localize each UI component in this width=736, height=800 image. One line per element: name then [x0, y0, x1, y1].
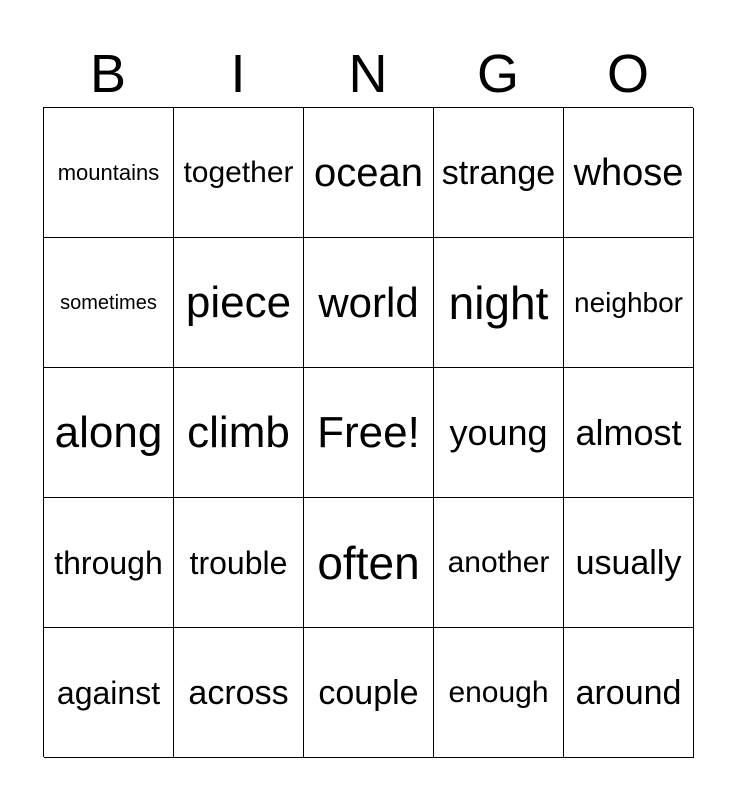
header-letter-b: B — [89, 44, 127, 104]
bingo-cell[interactable] — [44, 108, 174, 238]
bingo-cell[interactable] — [434, 368, 564, 498]
cell-word: night — [448, 276, 549, 329]
cell-word: usually — [575, 543, 682, 582]
bingo-cell[interactable] — [44, 238, 174, 368]
cell-word: another — [447, 545, 550, 579]
bingo-grid — [43, 107, 693, 757]
cell-word: often — [317, 536, 420, 589]
bingo-header — [43, 42, 693, 106]
cell-word: young — [449, 411, 548, 453]
bingo-cell[interactable] — [304, 628, 434, 758]
cell-word: through — [54, 544, 163, 581]
cell-word: mountains — [57, 159, 160, 185]
bingo-cell[interactable] — [564, 368, 694, 498]
bingo-cell[interactable] — [564, 238, 694, 368]
bingo-cell[interactable] — [304, 108, 434, 238]
cell-word: climb — [187, 407, 290, 457]
cell-word: world — [318, 278, 419, 326]
bingo-cell[interactable] — [174, 238, 304, 368]
bingo-cell[interactable] — [44, 628, 174, 758]
cell-word: whose — [573, 151, 684, 194]
bingo-cell[interactable] — [434, 108, 564, 238]
header-letter-g: G — [476, 44, 519, 104]
cell-word: ocean — [314, 150, 423, 195]
header-letter-i: I — [230, 44, 246, 104]
cell-word: against — [56, 674, 161, 711]
cell-word: enough — [448, 675, 549, 709]
free-space-label: Free! — [317, 407, 420, 457]
bingo-cell[interactable] — [304, 498, 434, 628]
cell-word: piece — [185, 277, 292, 327]
header-letter-n: N — [348, 44, 388, 104]
cell-word: trouble — [189, 544, 288, 581]
bingo-cell[interactable] — [174, 628, 304, 758]
bingo-cell[interactable] — [564, 628, 694, 758]
header-letter-o: O — [606, 44, 649, 104]
cell-word: along — [54, 407, 163, 457]
bingo-cell[interactable] — [434, 628, 564, 758]
bingo-cell[interactable] — [44, 498, 174, 628]
cell-word: strange — [441, 153, 556, 192]
cell-word: almost — [575, 411, 682, 453]
cell-word: around — [575, 673, 682, 712]
cell-word: together — [183, 155, 294, 189]
cell-word: across — [188, 673, 289, 712]
bingo-cell[interactable] — [304, 238, 434, 368]
bingo-cell[interactable] — [174, 368, 304, 498]
bingo-cell[interactable] — [44, 368, 174, 498]
bingo-cell[interactable] — [174, 108, 304, 238]
free-space-cell[interactable] — [304, 368, 434, 498]
bingo-cell[interactable] — [564, 108, 694, 238]
cell-word: neighbor — [574, 286, 683, 318]
cell-word: sometimes — [60, 291, 157, 314]
bingo-cell[interactable] — [434, 238, 564, 368]
bingo-cell[interactable] — [564, 498, 694, 628]
bingo-cell[interactable] — [434, 498, 564, 628]
cell-word: couple — [318, 673, 419, 712]
bingo-cell[interactable] — [174, 498, 304, 628]
